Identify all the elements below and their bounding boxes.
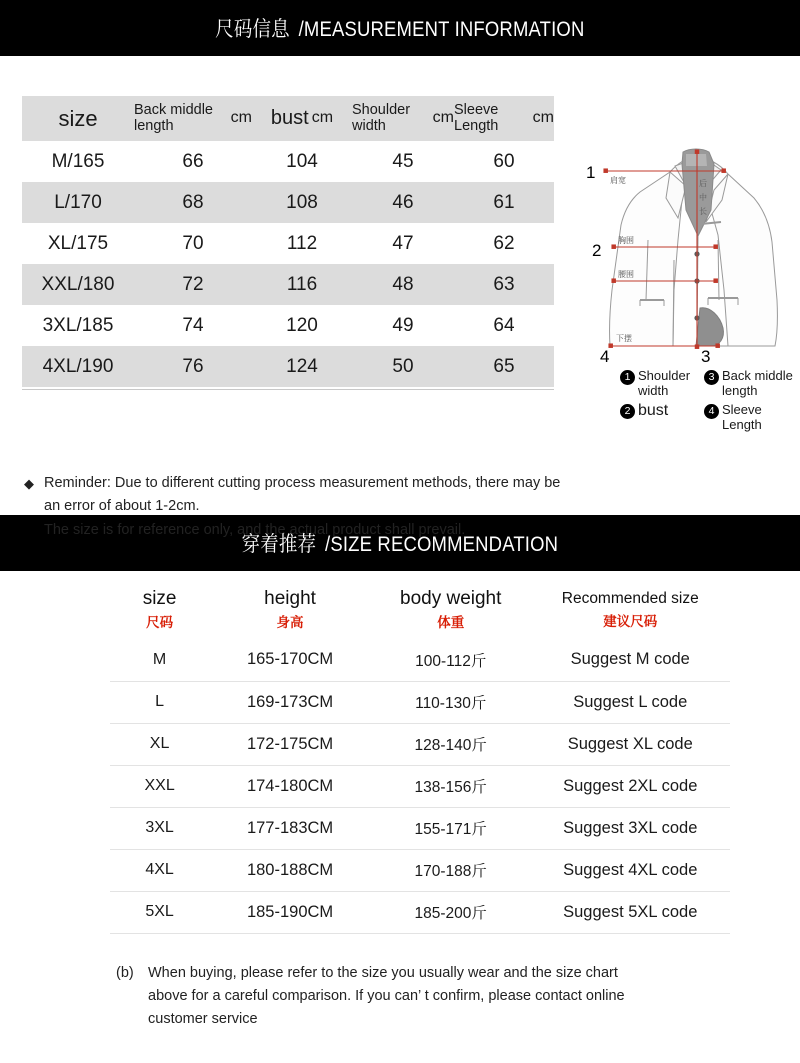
recommendation-banner-en: /SIZE RECOMMENDATION (325, 533, 559, 556)
legend-number-3-icon: 3 (704, 370, 719, 385)
cell-height: 177-183CM (209, 807, 371, 849)
legend-number-1-icon: 1 (620, 370, 635, 385)
table-row (22, 264, 554, 305)
size-header-sleeve-unit: cm (532, 109, 554, 127)
cell-sleeve: 61 (493, 191, 515, 213)
diamond-bullet-icon: ◆ (24, 476, 34, 491)
cell-bust: 116 (286, 273, 318, 295)
table-row (22, 141, 554, 182)
size-header-bust (252, 96, 352, 141)
size-header-back-length (134, 96, 252, 141)
cell-height: 180-188CM (209, 849, 371, 891)
size-table-body (22, 141, 554, 387)
size-header-shoulder (352, 96, 454, 141)
measurement-banner-en: /MEASUREMENT INFORMATION (298, 18, 585, 41)
cell-sleeve: 62 (493, 232, 515, 254)
legend-item-back-length (704, 368, 800, 399)
legend-label-shoulder: Shoulder width (638, 368, 691, 399)
cell-size: 3XL/185 (42, 314, 114, 336)
cell-back-length: 70 (182, 232, 204, 254)
diagram-marker-4: 4 (600, 347, 610, 366)
table-row (110, 681, 730, 723)
cell-shoulder: 48 (392, 273, 414, 295)
cell-recommended: Suggest 5XL code (531, 891, 731, 933)
cell-back-length: 74 (182, 314, 204, 336)
table-row (22, 182, 554, 223)
cell-weight: 128-140斤 (371, 723, 531, 765)
cell-shoulder: 50 (392, 355, 414, 377)
cell-height: 172-175CM (209, 723, 371, 765)
cell-height: 165-170CM (209, 639, 371, 681)
recommend-header-height (209, 581, 371, 639)
cell-recommended: Suggest 3XL code (531, 807, 731, 849)
cell-sleeve: 63 (493, 273, 515, 295)
cell-shoulder: 46 (392, 191, 414, 213)
cell-weight: 110-130斤 (371, 681, 531, 723)
cell-shoulder: 49 (392, 314, 414, 336)
recommend-header-size-en: size (142, 587, 177, 609)
table-row (110, 765, 730, 807)
measurement-section (0, 56, 800, 538)
size-header-sleeve-label: Sleeve Length (454, 102, 499, 134)
recommendation-banner-text (242, 528, 559, 558)
recommend-header-size (110, 581, 209, 639)
reminder-line-2: The size is for reference only, and the actual product shall prevail. (44, 521, 466, 538)
legend-label-bust: bust (638, 401, 669, 419)
cell-shoulder: 45 (392, 150, 414, 172)
diagram-marker-2: 2 (592, 241, 602, 260)
cell-height: 185-190CM (209, 891, 371, 933)
legend-item-shoulder (620, 368, 704, 399)
cell-size: XXL (110, 765, 209, 807)
footnote-line-3: customer service (148, 1010, 258, 1027)
size-header-bust-unit: cm (311, 109, 334, 127)
cell-recommended: Suggest L code (531, 681, 731, 723)
recommend-header-weight-cn: 体重 (437, 615, 465, 631)
cell-bust: 124 (286, 355, 318, 377)
legend-item-bust (620, 402, 704, 433)
cell-size: 5XL (110, 891, 209, 933)
recommend-header-size-cn: 尺码 (146, 615, 174, 631)
size-header-back-length-unit: cm (230, 109, 252, 127)
diagram-label-hem: 下摆 (616, 334, 632, 343)
cell-sleeve: 64 (493, 314, 515, 336)
cell-back-length: 66 (182, 150, 204, 172)
purchase-footnote (116, 962, 741, 1031)
diagram-label-shoulder: 肩宽 (610, 176, 626, 185)
cell-weight: 100-112斤 (371, 639, 531, 681)
recommend-header-recommended-cn: 建议尺码 (603, 613, 658, 629)
jacket-diagram-svg (578, 140, 794, 380)
size-table-bottom-rule (22, 389, 554, 390)
cell-bust: 112 (286, 232, 318, 254)
cell-size: 3XL (110, 807, 209, 849)
table-row (22, 346, 554, 387)
footnote-line-2: above for a careful comparison. If you can’ t confirm, please contact online (148, 987, 625, 1004)
size-table-header-row (22, 96, 554, 141)
cell-recommended: Suggest XL code (531, 723, 731, 765)
diagram-label-back-length-2: 中 (699, 193, 707, 202)
table-row (110, 807, 730, 849)
legend-number-4-icon: 4 (704, 404, 719, 419)
size-header-shoulder-unit: cm (432, 109, 454, 127)
cell-recommended: Suggest 2XL code (531, 765, 731, 807)
cell-height: 169-173CM (209, 681, 371, 723)
cell-size: L (110, 681, 209, 723)
size-header-shoulder-label: Shoulder width (352, 102, 411, 134)
recommend-header-recommended (531, 581, 731, 639)
cell-weight: 138-156斤 (371, 765, 531, 807)
diagram-label-bust: 胸围 (618, 236, 634, 245)
measurement-banner (0, 0, 800, 56)
recommend-header-height-cn: 身高 (276, 615, 304, 631)
size-header-back-length-label: Back middle length (134, 102, 213, 134)
legend-number-2-icon: 2 (620, 404, 635, 419)
diagram-label-back-length-1: 后 (699, 179, 707, 188)
recommend-table (110, 581, 730, 934)
footnote-tag: (b) (116, 965, 134, 981)
cell-sleeve: 65 (493, 355, 515, 377)
legend-label-sleeve: Sleeve Length (722, 401, 762, 432)
footnote-line-1: When buying, please refer to the size you usually wear and the size chart (148, 965, 618, 981)
size-header-bust-label: bust (270, 107, 309, 129)
size-header-sleeve (454, 96, 554, 141)
table-row (110, 891, 730, 933)
diagram-marker-1: 1 (586, 163, 596, 182)
recommend-header-row (110, 581, 730, 639)
diagram-label-waist: 腰围 (618, 270, 634, 279)
cell-bust: 104 (286, 150, 318, 172)
cell-size: 4XL (110, 849, 209, 891)
cell-size: M (110, 639, 209, 681)
cell-height: 174-180CM (209, 765, 371, 807)
cell-size: XL (110, 723, 209, 765)
table-row (110, 849, 730, 891)
cell-shoulder: 47 (392, 232, 414, 254)
legend-row-bottom (620, 402, 800, 433)
cell-recommended: Suggest 4XL code (531, 849, 731, 891)
cell-bust: 120 (286, 314, 318, 336)
size-table-head (22, 96, 554, 141)
cell-weight: 155-171斤 (371, 807, 531, 849)
legend-item-sleeve (704, 402, 800, 433)
size-table (22, 96, 554, 387)
recommend-header-weight (371, 581, 531, 639)
table-row (110, 723, 730, 765)
size-header-size (22, 96, 134, 141)
table-row (22, 223, 554, 264)
cell-size: XXL/180 (41, 273, 115, 295)
cell-weight: 185-200斤 (371, 891, 531, 933)
cell-size: XL/175 (47, 232, 109, 254)
recommend-header-weight-en: body weight (400, 587, 502, 609)
reminder-line-1: Reminder: Due to different cutting process measurement methods, there may be an error of about 1-2cm. (44, 475, 561, 515)
cell-sleeve: 60 (493, 150, 515, 172)
cell-bust: 108 (286, 191, 318, 213)
measurement-banner-text (215, 13, 584, 43)
cell-size: 4XL/190 (42, 355, 114, 377)
diagram-marker-3: 3 (701, 347, 711, 366)
diagram-legend (620, 368, 800, 435)
cell-back-length: 72 (182, 273, 204, 295)
table-row (22, 305, 554, 346)
size-header-size-label: size (58, 105, 98, 131)
recommend-table-head (110, 581, 730, 639)
recommend-header-height-en: height (264, 587, 316, 609)
diagram-label-back-length-3: 长 (699, 207, 707, 216)
cell-back-length: 68 (182, 191, 204, 213)
cell-size: L/170 (54, 191, 102, 213)
cell-weight: 170-188斤 (371, 849, 531, 891)
cell-size: M/165 (51, 150, 105, 172)
table-row (110, 639, 730, 681)
recommend-table-body (110, 639, 730, 933)
cell-back-length: 76 (182, 355, 204, 377)
recommend-header-recommended-en: Recommended size (561, 590, 699, 608)
size-table-wrapper (22, 96, 554, 387)
recommend-table-wrapper (110, 581, 730, 934)
legend-label-back-length: Back middle length (722, 368, 793, 399)
legend-row-top (620, 368, 800, 399)
measurement-banner-cn: 尺码信息 (215, 18, 290, 41)
recommendation-banner-cn: 穿着推荐 (241, 533, 317, 556)
cell-recommended: Suggest M code (531, 639, 731, 681)
